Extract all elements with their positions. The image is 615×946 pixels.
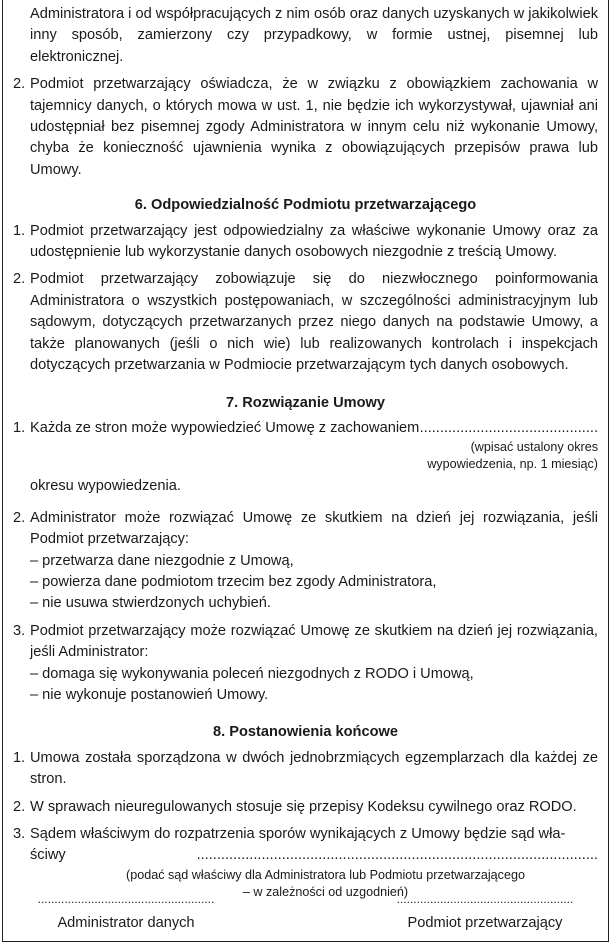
bullet-item: – powierza dane podmiotom trzecim bez zgody Administratora, bbox=[30, 573, 437, 590]
signature-label-processor: Podmiot przetwarzający bbox=[407, 915, 563, 931]
item-number: 2. bbox=[13, 271, 26, 288]
item-text: Umowa została sporządzona w dwóch jednobrzmiących egzemplarzach dla każdej ze stron. bbox=[30, 749, 598, 788]
section-6-item-2 bbox=[13, 269, 598, 376]
section-8-title: 8. Postanowienia końcowe bbox=[213, 724, 398, 741]
court-hint-1: (podać sąd właściwy dla Administratora lub Podmiotu przetwarzającego bbox=[126, 867, 525, 882]
section-8-item-3 bbox=[13, 824, 598, 867]
item-text: Podmiot przetwarzający jest odpowiedzialny za właściwe wykonanie Umowy oraz za udostępnienie lub wykorzystanie danych osobowych niezgodnie z treścią Umowy. bbox=[30, 222, 598, 261]
signature-processor bbox=[372, 893, 598, 931]
item-number: 2. bbox=[13, 509, 26, 526]
section-8-item-1 bbox=[13, 748, 598, 791]
item-text: Każda ze stron może wypowiedzieć Umowę z zachowaniem bbox=[30, 419, 420, 436]
section-7-item-2 bbox=[13, 508, 598, 615]
item-text: Administrator może rozwiązać Umowę ze skutkiem na dzień jej rozwiązania, jeśli Podmiot przetwarzający: bbox=[30, 509, 598, 548]
signature-line-administrator[interactable]: ..................................................... bbox=[37, 892, 215, 906]
item-text: W sprawach nieuregulowanych stosuje się przepisy Kodeksu cywilnego oraz RODO. bbox=[30, 798, 577, 815]
item-number: 1. bbox=[13, 419, 26, 436]
item-text: Podmiot przetwarzający oświadcza, że w związku z obowiązkiem zachowania w tajemnicy danych, o których mowa w ust. 1, nie będzie ich wykorzystywał, ujawniał ani udostępniał bez pisemnej zgody Administratora w innym celu niż wykonanie Umowy, chyba że konieczność ujawnienia wynika z obowiązujących przepisów prawa lub Umowy. bbox=[30, 76, 598, 178]
section-8-item-2 bbox=[13, 797, 598, 818]
item-text-cont: ściwy bbox=[30, 847, 66, 864]
signature-administrator bbox=[16, 893, 236, 931]
document-content bbox=[13, 4, 598, 901]
notice-period-blank[interactable]: ............................................ bbox=[419, 419, 598, 436]
item-text: Sądem właściwym do rozpatrzenia sporów wynikających z Umowy będzie sąd wła- bbox=[30, 826, 566, 842]
court-blank[interactable]: ................................................................................................... bbox=[196, 847, 598, 864]
section-7-item-1-after: okresu wypowiedzenia. bbox=[30, 478, 181, 495]
bullet-item: – domaga się wykonywania poleceń niezgodnych z RODO i Umową, bbox=[30, 665, 474, 682]
section-7-item-1 bbox=[13, 418, 598, 439]
intro-continuation: Administratora i od współpracujących z nim osób oraz danych uzyskanych w jakikolwiek inny sposób, zamierzony czy przypadkowy, w formie ustnej, pisemnej lub elektronicznej. bbox=[30, 6, 598, 65]
bullet-item: – nie usuwa stwierdzonych uchybień. bbox=[30, 595, 271, 612]
court-hint-2: – w zależności od uzgodnień) bbox=[242, 884, 409, 899]
bullet-item: – przetwarza dane niezgodnie z Umową, bbox=[30, 552, 294, 569]
item-number: 2. bbox=[13, 76, 26, 93]
item-number: 1. bbox=[13, 222, 26, 239]
notice-period-hint-2: wypowiedzenia, np. 1 miesiąc) bbox=[427, 457, 598, 472]
notice-period-hint-1: (wpisać ustalony okres bbox=[470, 440, 598, 455]
signature-line-processor[interactable]: ..................................................... bbox=[396, 892, 574, 906]
section-6-title: 6. Odpowiedzialność Podmiotu przetwarzającego bbox=[134, 197, 477, 214]
fill-line bbox=[30, 845, 598, 866]
item-number: 3. bbox=[13, 622, 26, 639]
signature-label-administrator: Administrator danych bbox=[57, 915, 195, 931]
section-7-item-3 bbox=[13, 621, 598, 707]
intro-item-2 bbox=[13, 74, 598, 181]
fill-line bbox=[30, 418, 598, 439]
item-number: 1. bbox=[13, 749, 26, 766]
item-text: Podmiot przetwarzający zobowiązuje się do niezwłocznego poinformowania Administratora o wszystkich postępowaniach, w szczególności administracyjnym lub sądowym, dotyczących przetwarzanych przez niego danych na podstawie Umowy, a także planowanych (jeśli o nich wie) lub realizowanych kontrolach i inspekcjach dotyczących przetwarzania w Podmiocie przetwarzającym tych danych osobowych. bbox=[30, 271, 598, 374]
item-number: 2. bbox=[13, 798, 26, 815]
bullet-item: – nie wykonuje postanowień Umowy. bbox=[30, 686, 269, 703]
signature-area bbox=[0, 893, 615, 943]
section-7-title: 7. Rozwiązanie Umowy bbox=[226, 394, 385, 411]
item-text: Podmiot przetwarzający może rozwiązać Umowę ze skutkiem na dzień jej rozwiązania, jeśli Administrator: bbox=[30, 622, 598, 661]
section-6-item-1 bbox=[13, 221, 598, 264]
item-number: 3. bbox=[13, 826, 26, 842]
